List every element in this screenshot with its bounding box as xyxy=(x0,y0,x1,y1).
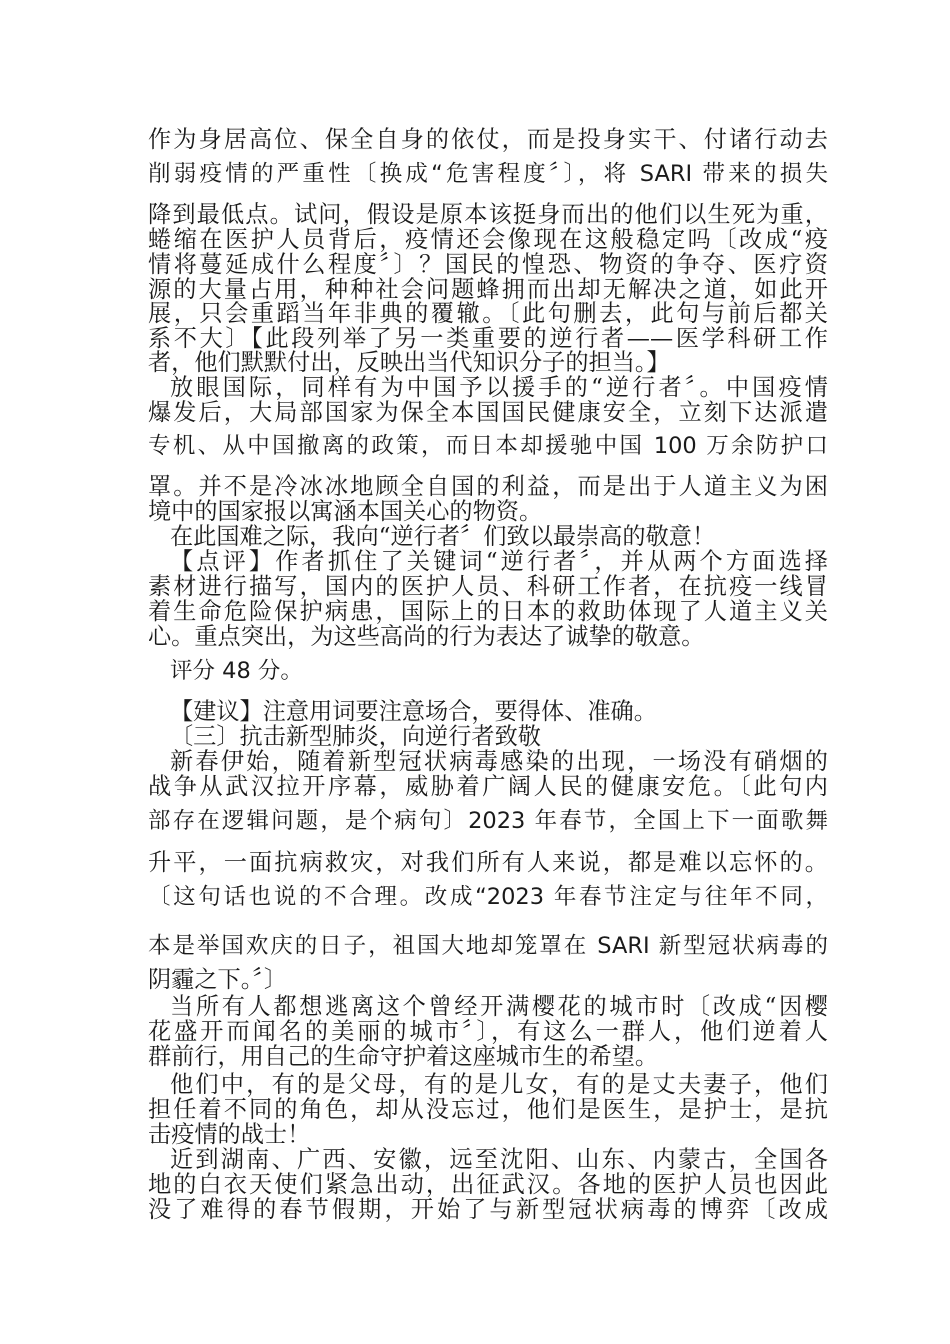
text-line: 地的白衣天使们紧急出动，出征武汉。各地的医护人员也因此 xyxy=(148,1171,828,1198)
text-line: 作为身居高位、保全自身的依仗，而是投身实干、付诸行动去 xyxy=(148,126,828,153)
text-line: 阴霾之下。〞〕 xyxy=(148,966,288,993)
text-line: 本是举国欢庆的日子，祖国大地却笼罩在 SARI 新型冠状病毒的 xyxy=(148,933,828,959)
text-line: 在此国难之际，我向“逆行者〞们致以最崇高的敬意！ xyxy=(170,523,716,550)
text-line: 没了难得的春节假期，开始了与新型冠状病毒的博弈〔改成 xyxy=(148,1196,828,1223)
text-line: 心。重点突出，为这些高尚的行为表达了诚挚的敬意。 xyxy=(148,623,705,650)
text-line: 专机、从中国撤离的政策，而日本却援驰中国 100 万余防护口 xyxy=(148,433,828,459)
text-line: 者，他们默默付出，反映出当代知识分子的担当。】 xyxy=(148,349,670,376)
text-line: 击疫情的战士！ xyxy=(148,1121,311,1148)
text-line: 新春伊始，随着新型冠状病毒感染的出现，一场没有硝烟的 xyxy=(170,748,828,775)
text-line: 近到湖南、广西、安徽，远至沈阳、山东、内蒙古，全国各 xyxy=(170,1146,828,1173)
text-line: 升平，一面抗病救灾，对我们所有人来说，都是难以忘怀的。 xyxy=(148,849,828,876)
text-line: 【点评】作者抓住了关键词“逆行者〞，并从两个方面选择 xyxy=(170,548,828,575)
text-line: 展，只会重蹈当年非典的覆辙。〔此句删去，此句与前后都关 xyxy=(148,300,828,327)
text-line: 评分 48 分。 xyxy=(170,658,303,684)
text-line: 着生命危险保护病患，国际上的日本的救助体现了人道主义关 xyxy=(148,598,828,625)
text-line: 放眼国际，同样有为中国予以援手的“逆行者〞。中国疫情 xyxy=(170,374,828,401)
text-line: 【建议】注意用词要注意场合，要得体、准确。 xyxy=(170,698,657,725)
text-line: 战争从武汉拉开序幕，威胁着广阔人民的健康安危。〔此句内 xyxy=(148,773,828,800)
text-line: 他们中，有的是父母，有的是儿女，有的是丈夫妻子，他们 xyxy=(170,1071,828,1098)
text-line: 花盛开而闻名的美丽的城市〞〕，有这么一群人，他们逆着人 xyxy=(148,1018,828,1045)
text-line: 〔三〕抗击新型肺炎，向逆行者致敬 xyxy=(170,723,541,750)
text-line: 降到最低点。试问，假设是原本该挺身而出的他们以生死为重， xyxy=(148,201,828,228)
text-line: 当所有人都想逃离这个曾经开满樱花的城市时〔改成“因樱 xyxy=(170,993,828,1020)
text-line: 系不大〕【此段列举了另一类重要的逆行者——医学科研工作 xyxy=(148,325,828,352)
text-line: 群前行，用自己的生命守护着这座城市生的希望。 xyxy=(148,1043,659,1070)
text-line: 源的大量占用，种种社会问题蜂拥而出却无解决之道，如此开 xyxy=(148,276,828,303)
text-line: 罩。并不是冷冰冰地顾全自国的利益，而是出于人道主义为困 xyxy=(148,473,828,500)
text-line: 部存在逻辑问题，是个病句〕2023 年春节，全国上下一面歌舞 xyxy=(148,808,828,834)
text-line: 担任着不同的角色，却从没忘过，他们是医生，是护士，是抗 xyxy=(148,1096,828,1123)
text-line: 〔这句话也说的不合理。改成“2023 年春节注定与往年不同， xyxy=(148,884,828,910)
text-line: 蜷缩在医护人员背后，疫情还会像现在这般稳定吗〔改成“疫 xyxy=(148,226,828,253)
text-line: 素材进行描写，国内的医护人员、科研工作者，在抗疫一线冒 xyxy=(148,573,828,600)
text-line: 情将蔓延成什么程度〞〕？国民的惶恐、物资的争夺、医疗资 xyxy=(148,251,828,278)
text-line: 爆发后，大局部国家为保全本国国民健康安全，立刻下达派遣 xyxy=(148,399,828,426)
text-line: 境中的国家报以寓涵本国关心的物资。 xyxy=(148,498,543,525)
text-line: 削弱疫情的严重性〔换成“危害程度〞〕，将 SARI 带来的损失 xyxy=(148,161,828,187)
